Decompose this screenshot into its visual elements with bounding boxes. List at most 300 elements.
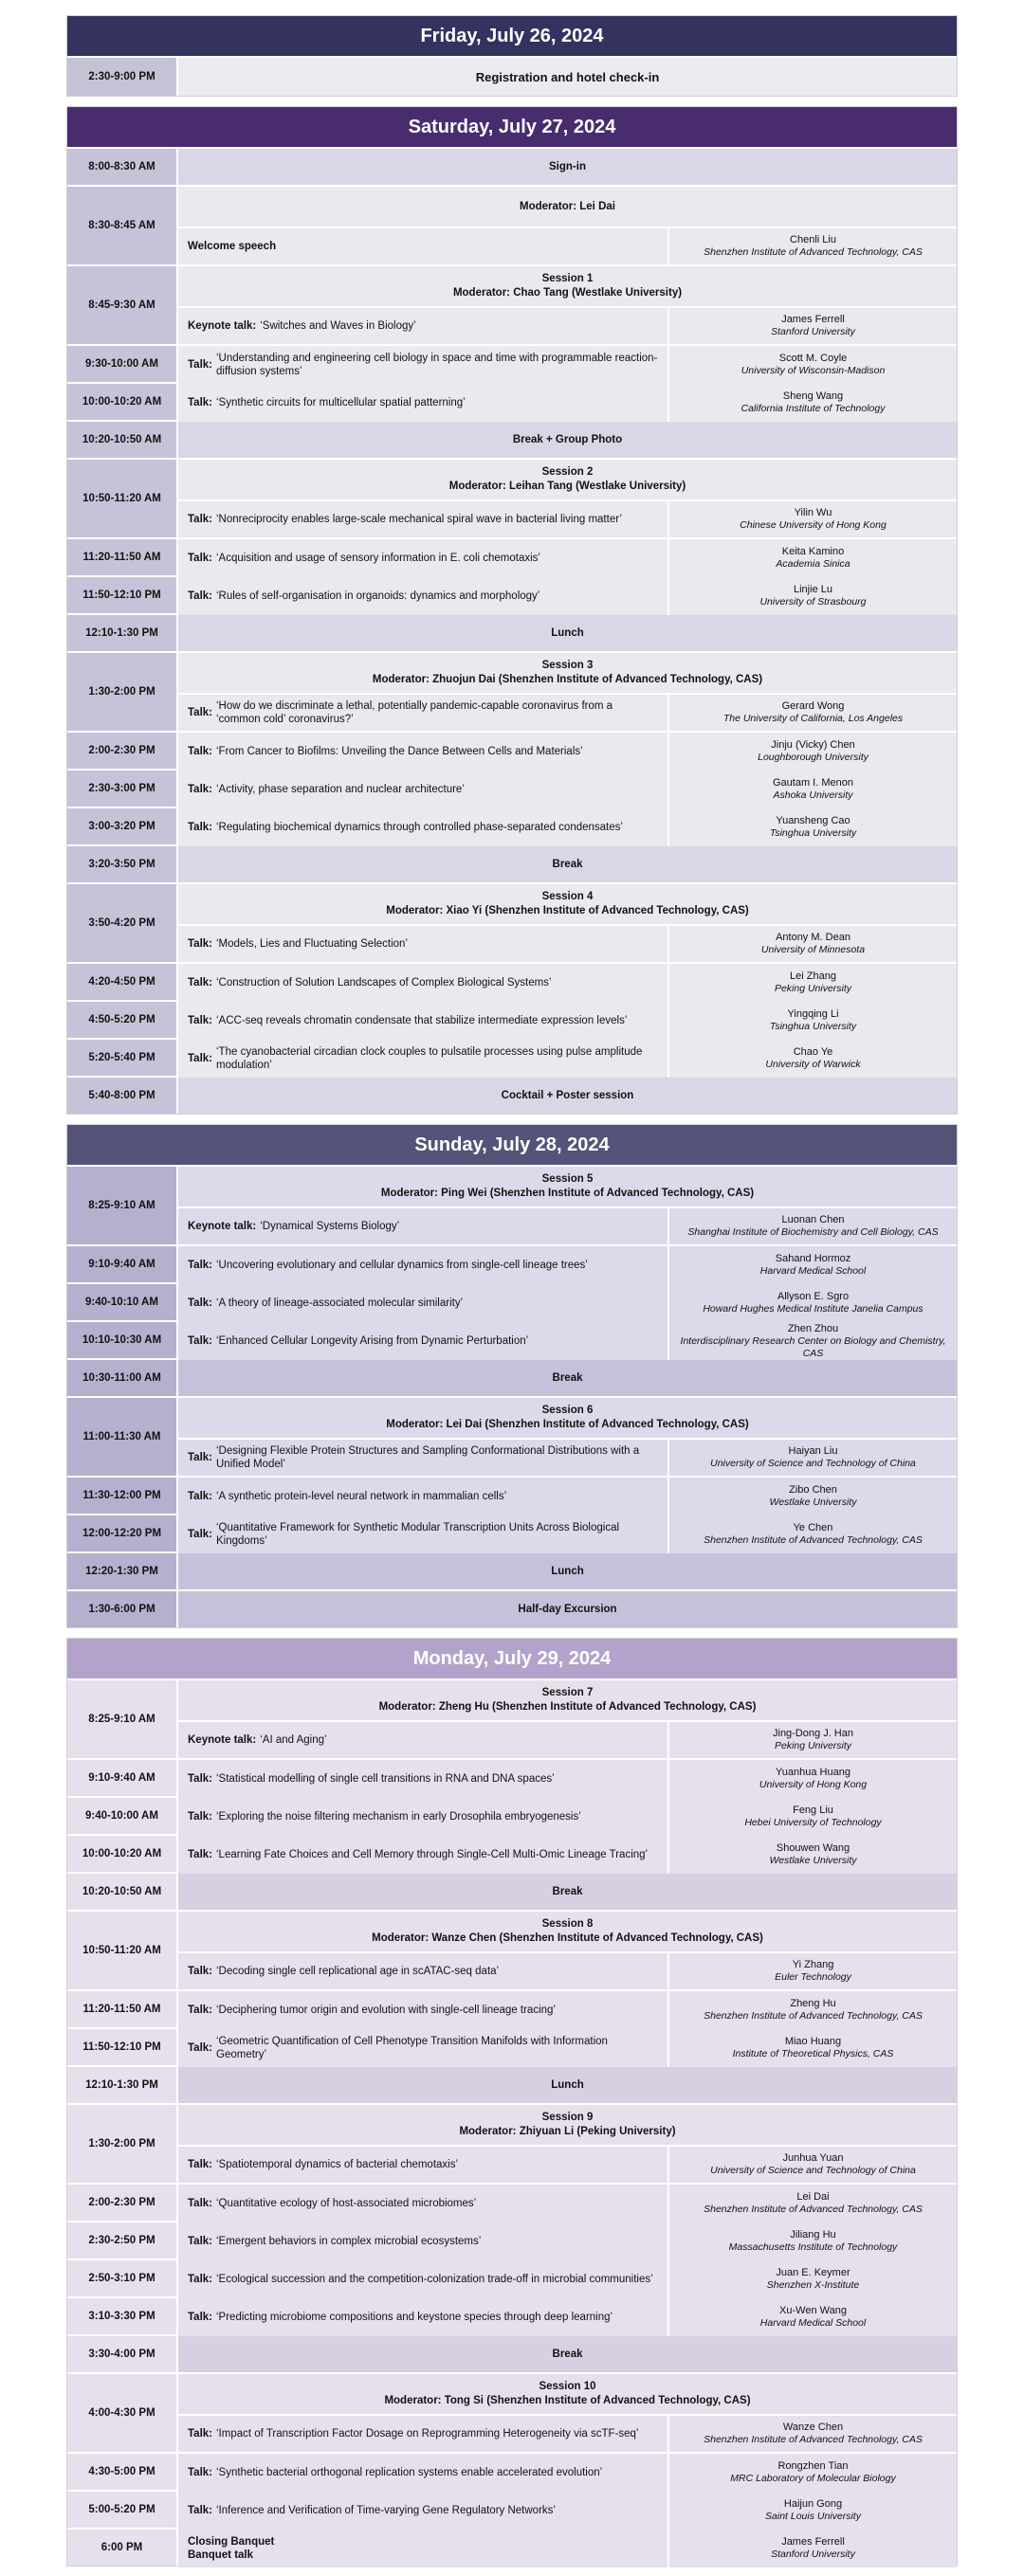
talk-row <box>178 924 957 962</box>
break-label <box>178 1078 957 1114</box>
schedule-row <box>67 2296 957 2334</box>
speaker-affiliation: University of Wisconsin-Madison <box>741 365 886 376</box>
schedule-row <box>67 1038 957 1076</box>
schedule-row <box>67 2221 957 2259</box>
talk-text <box>178 308 667 344</box>
content-cell <box>176 1912 957 1989</box>
content-cell <box>176 1040 957 1076</box>
break-label <box>178 2067 957 2103</box>
time-cell: 3:30-4:00 PM <box>67 2336 176 2372</box>
talk-title: ‘Learning Fate Choices and Cell Memory through Single-Cell Multi-Omic Lineage Tracing’ <box>216 1849 649 1860</box>
content-cell <box>176 2185 957 2221</box>
time-cell: 8:25-9:10 AM <box>67 1167 176 1244</box>
talk-text <box>178 1836 667 1874</box>
break-label-text: Break + Group Photo <box>512 433 623 445</box>
speaker-affiliation: The University of California, Los Angeles <box>722 713 904 724</box>
talk-row <box>178 1760 957 1798</box>
talk-title: ‘Synthetic circuits for multicellular spatial patterning’ <box>216 397 466 408</box>
break-label <box>178 1360 957 1396</box>
speaker-affiliation: Shenzhen Institute of Advanced Technology, CAS <box>704 2434 923 2445</box>
speaker-affiliation: Shenzhen Institute of Advanced Technology, CAS <box>704 2010 923 2022</box>
content-cell <box>176 2374 957 2452</box>
schedule-row <box>67 731 957 769</box>
speaker-affiliation: Euler Technology <box>775 1971 851 1983</box>
schedule-row <box>67 807 957 844</box>
content-cell <box>176 846 957 882</box>
talk-label: Talk: <box>188 822 212 833</box>
schedule-row <box>67 56 957 96</box>
speaker-name: Zhen Zhou <box>787 1322 839 1334</box>
session-moderator: Moderator: Leihan Tang (Westlake University) <box>448 481 686 492</box>
talk-row <box>178 2029 957 2067</box>
session-title: Session 1 <box>541 273 594 284</box>
talk-text <box>178 1760 667 1798</box>
talk-label: Talk: <box>188 514 212 525</box>
time-cell: 2:30-9:00 PM <box>67 58 176 96</box>
schedule-row <box>67 1396 957 1476</box>
talk-text <box>178 1953 667 1989</box>
speaker-cell <box>667 964 957 1002</box>
time-cell: 2:50-3:10 PM <box>67 2260 176 2296</box>
schedule-row <box>67 1076 957 1114</box>
speaker-name: Jinju (Vicky) Chen <box>771 739 855 751</box>
talk-label: Talk: <box>188 1491 212 1502</box>
schedule-row <box>67 882 957 962</box>
time-cell: 12:20-1:30 PM <box>67 1553 176 1589</box>
speaker-name: Ye Chen <box>793 1522 833 1533</box>
speaker-name: Gerard Wong <box>781 700 845 712</box>
schedule-row <box>67 1910 957 1989</box>
speaker-name: James Ferrell <box>781 2536 845 2548</box>
session-moderator: Moderator: Wanze Chen (Shenzhen Institute of Advanced Technology, CAS) <box>372 1932 763 1944</box>
talk-title: ‘Synthetic bacterial orthogonal replication systems enable accelerated evolution’ <box>216 2467 603 2478</box>
schedule-row <box>67 1834 957 1872</box>
talk-text <box>178 1440 667 1476</box>
speaker-cell <box>667 2530 957 2567</box>
content-cell <box>176 1002 957 1038</box>
content-cell <box>176 733 957 769</box>
talk-label: Keynote talk: <box>188 320 257 332</box>
content-cell <box>176 2492 957 2528</box>
session-moderator: Moderator: Ping Wei (Shenzhen Institute of Advanced Technology, CAS) <box>380 1188 755 1199</box>
talk-title: ‘A synthetic protein-level neural network in mammalian cells’ <box>216 1491 507 1502</box>
time-cell: 10:00-10:20 AM <box>67 1836 176 1872</box>
speaker-affiliation: Loughborough University <box>758 752 869 763</box>
talk-row <box>178 2492 957 2530</box>
break-label <box>178 1553 957 1589</box>
speaker-affiliation: Academia Sinica <box>776 558 850 570</box>
talk-title: ‘Uncovering evolutionary and cellular dynamics from single-cell lineage trees’ <box>216 1260 588 1271</box>
talk-row <box>178 1284 957 1322</box>
talk-title: ‘Exploring the noise filtering mechanism in early Drosophila embryogenesis’ <box>216 1811 581 1823</box>
speaker-cell <box>667 2298 957 2336</box>
session-title: Session 5 <box>541 1173 594 1185</box>
speaker-name: Miao Huang <box>784 2036 842 2047</box>
session-header <box>178 58 957 96</box>
schedule-row <box>67 1165 957 1244</box>
talk-row <box>178 1438 957 1476</box>
talk-text <box>178 733 667 771</box>
talk-label: Talk: <box>188 2005 212 2016</box>
speaker-cell <box>667 228 957 264</box>
talk-title: ‘Regulating biochemical dynamics through controlled phase-separated condensates’ <box>216 822 623 833</box>
time-cell: 3:50-4:20 PM <box>67 884 176 962</box>
schedule-row <box>67 844 957 882</box>
talk-label: Talk: <box>188 2274 212 2285</box>
content-cell <box>176 346 957 382</box>
talk-text <box>178 808 667 846</box>
speaker-affiliation: Tsinghua University <box>769 827 857 839</box>
content-cell <box>176 2260 957 2296</box>
speaker-cell <box>667 346 957 384</box>
time-cell: 4:20-4:50 PM <box>67 964 176 1000</box>
session-header <box>178 2374 957 2414</box>
talk-row <box>178 1478 957 1515</box>
talk-text <box>178 2416 667 2452</box>
talk-row <box>178 2414 957 2452</box>
talk-title: ‘Nonreciprocity enables large-scale mechanical spiral wave in bacterial living matter’ <box>216 514 623 525</box>
time-cell: 4:30-5:00 PM <box>67 2454 176 2490</box>
speaker-name: Rongzhen Tian <box>777 2460 849 2472</box>
time-cell: 9:30-10:00 AM <box>67 346 176 382</box>
speaker-affiliation: MRC Laboratory of Molecular Biology <box>730 2473 896 2484</box>
talk-row <box>178 2298 957 2336</box>
content-cell <box>176 1991 957 2027</box>
content-cell <box>176 1680 957 1758</box>
talk-title: ‘Models, Lies and Fluctuating Selection’ <box>216 938 409 950</box>
speaker-cell <box>667 1760 957 1798</box>
speaker-cell <box>667 2147 957 2183</box>
speaker-affiliation: Shanghai Institute of Biochemistry and Cell Biology, CAS <box>687 1226 939 1238</box>
content-cell <box>176 808 957 844</box>
session-moderator: Moderator: Zhiyuan Li (Peking University) <box>459 2126 676 2137</box>
speaker-cell <box>667 1515 957 1553</box>
speaker-cell <box>667 2222 957 2260</box>
speaker-name: Yingqing Li <box>787 1008 839 1020</box>
session-header <box>178 2105 957 2145</box>
time-cell: 1:30-2:00 PM <box>67 653 176 731</box>
speaker-name: Yuanhua Huang <box>776 1767 850 1778</box>
talk-row <box>178 577 957 615</box>
talk-title: ‘Statistical modelling of single cell transitions in RNA and DNA spaces’ <box>216 1773 555 1785</box>
talk-title: ‘Quantitative Framework for Synthetic Modular Transcription Units Across Biological Kingdoms’ <box>216 1522 620 1547</box>
day-header: Sunday, July 28, 2024 <box>67 1125 957 1165</box>
talk-title: ‘Impact of Transcription Factor Dosage on Reprogramming Heterogeneity via scTF-seq’ <box>216 2428 639 2440</box>
speaker-name: Haijun Gong <box>783 2498 843 2510</box>
talk-label: Talk: <box>188 1966 212 1977</box>
session-title: Session 10 <box>539 2381 596 2392</box>
talk-text <box>178 1002 667 1040</box>
speaker-affiliation: University of Strasbourg <box>759 596 867 608</box>
talk-label: Talk: <box>188 397 212 408</box>
schedule-row <box>67 2027 957 2065</box>
time-cell: 11:20-11:50 AM <box>67 539 176 575</box>
talk-title: ‘Spatiotemporal dynamics of bacterial chemotaxis’ <box>216 2159 459 2170</box>
talk-text <box>178 1722 667 1758</box>
talk-row <box>178 733 957 771</box>
talk-label: Talk: <box>188 1015 212 1026</box>
content-cell <box>176 1284 957 1320</box>
speaker-affiliation: Saint Louis University <box>765 2511 861 2522</box>
speaker-affiliation: Shenzhen Institute of Advanced Technology, CAS <box>704 2204 923 2215</box>
speaker-name: Zibo Chen <box>789 1484 837 1496</box>
day-header: Friday, July 26, 2024 <box>67 16 957 56</box>
content-cell <box>176 1515 957 1551</box>
talk-title: ‘Inference and Verification of Time-varying Gene Regulatory Networks’ <box>216 2505 556 2516</box>
talk-label: Talk: <box>188 1260 212 1271</box>
speaker-affiliation: Ashoka University <box>773 789 853 801</box>
break-label-text: Cocktail + Poster session <box>501 1089 634 1101</box>
session-title: Session 6 <box>541 1405 594 1416</box>
speaker-affiliation: Tsinghua University <box>769 1021 857 1032</box>
speaker-name: James Ferrell <box>781 314 845 325</box>
talk-label: Talk: <box>188 2505 212 2516</box>
talk-label: Talk: <box>188 1529 212 1540</box>
speaker-cell <box>667 1991 957 2029</box>
break-label <box>178 1874 957 1910</box>
talk-row <box>178 771 957 808</box>
schedule-row <box>67 2103 957 2183</box>
talk-row <box>178 1246 957 1284</box>
speaker-cell <box>667 808 957 846</box>
talk-label: Talk: <box>188 359 212 371</box>
speaker-cell <box>667 1246 957 1284</box>
talk-text <box>178 2298 667 2336</box>
talk-title: ‘Geometric Quantification of Cell Phenotype Transition Manifolds with Information Geometry’ <box>216 2036 608 2060</box>
speaker-cell <box>667 2260 957 2298</box>
speaker-affiliation: University of Science and Technology of China <box>710 2165 916 2176</box>
content-cell <box>176 1798 957 1834</box>
content-cell <box>176 615 957 651</box>
schedule-row <box>67 264 957 344</box>
session-moderator: Moderator: Chao Tang (Westlake University) <box>452 287 683 299</box>
speaker-cell <box>667 2416 957 2452</box>
talk-text <box>178 1798 667 1836</box>
time-cell: 2:30-3:00 PM <box>67 771 176 807</box>
speaker-name: Feng Liu <box>793 1805 833 1816</box>
talk-text <box>178 2147 667 2183</box>
talk-label: Talk: <box>188 1335 212 1347</box>
speaker-cell <box>667 1836 957 1874</box>
talk-title: ‘Rules of self-organisation in organoids: dynamics and morphology’ <box>216 590 540 602</box>
speaker-affiliation: University of Science and Technology of China <box>710 1458 916 1469</box>
talk-row <box>178 693 957 731</box>
talk-text <box>178 1208 667 1244</box>
time-cell: 5:00-5:20 PM <box>67 2492 176 2528</box>
speaker-name: Scott M. Coyle <box>778 353 848 364</box>
break-label-text: Lunch <box>551 626 584 639</box>
talk-row <box>178 964 957 1002</box>
speaker-cell <box>667 384 957 422</box>
session-title: Session 8 <box>541 1918 594 1930</box>
session-header <box>178 1167 957 1206</box>
session-moderator: Moderator: Lei Dai (Shenzhen Institute of Advanced Technology, CAS) <box>386 1419 749 1430</box>
session-moderator: Moderator: Tong Si (Shenzhen Institute of Advanced Technology, CAS) <box>384 2395 751 2406</box>
session-title: Session 3 <box>541 660 594 671</box>
talk-label: Talk: <box>188 2428 212 2440</box>
speaker-name: Chenli Liu <box>790 234 836 245</box>
schedule-row <box>67 575 957 613</box>
session-header <box>178 460 957 499</box>
schedule-row <box>67 2490 957 2528</box>
talk-text <box>178 2530 667 2567</box>
time-cell: 12:10-1:30 PM <box>67 2067 176 2103</box>
speaker-name: Chao Ye <box>793 1046 833 1058</box>
talk-label: Talk: <box>188 1053 212 1064</box>
content-cell <box>176 384 957 420</box>
content-cell <box>176 149 957 185</box>
session-header <box>178 653 957 693</box>
content-cell <box>176 1360 957 1396</box>
speaker-cell <box>667 926 957 962</box>
talk-title: ‘Enhanced Cellular Longevity Arising from Dynamic Perturbation’ <box>216 1335 529 1347</box>
talk-title: ‘AI and Aging’ <box>260 1734 327 1746</box>
time-cell: 8:45-9:30 AM <box>67 266 176 344</box>
schedule-row <box>67 962 957 1000</box>
talk-text <box>178 1515 667 1553</box>
time-cell: 9:40-10:00 AM <box>67 1798 176 1834</box>
talk-title: ‘A theory of lineage-associated molecular similarity’ <box>216 1297 464 1309</box>
speaker-name: Yuansheng Cao <box>776 815 850 826</box>
talk-label: Talk: <box>188 784 212 795</box>
talk-title: ‘The cyanobacterial circadian clock couples to pulsatile processes using pulse amplitude modulation’ <box>216 1046 643 1071</box>
day-block-fri <box>66 15 958 97</box>
talk-row <box>178 499 957 537</box>
content-cell <box>176 2454 957 2490</box>
speaker-cell <box>667 1284 957 1322</box>
break-label <box>178 615 957 651</box>
talk-row <box>178 1040 957 1078</box>
talk-text <box>178 2185 667 2222</box>
talk-label: Talk: <box>188 1811 212 1823</box>
break-label-text: Lunch <box>551 1565 584 1577</box>
speaker-name: Allyson E. Sgro <box>777 1291 850 1302</box>
speaker-name: Sahand Hormoz <box>775 1253 851 1264</box>
talk-title: ‘Switches and Waves in Biology’ <box>260 320 416 332</box>
talk-title: ‘ACC-seq reveals chromatin condensate that stabilize intermediate expression levels’ <box>216 1015 628 1026</box>
content-cell <box>176 884 957 962</box>
talk-text <box>178 384 667 422</box>
schedule-row <box>67 613 957 651</box>
break-label-text: Break <box>552 1371 583 1384</box>
talk-label: Keynote talk: <box>188 1221 257 1232</box>
content-cell <box>176 187 957 264</box>
speaker-name: Jiliang Hu <box>790 2229 836 2240</box>
speaker-name: Gautam I. Menon <box>773 777 853 789</box>
speaker-cell <box>667 733 957 771</box>
schedule-row <box>67 420 957 458</box>
content-cell <box>176 1398 957 1476</box>
schedule-row <box>67 769 957 807</box>
speaker-cell <box>667 1440 957 1476</box>
session-title: Session 4 <box>541 891 594 902</box>
talk-row <box>178 384 957 422</box>
talk-text <box>178 964 667 1002</box>
talk-label: Welcome speech <box>188 241 277 252</box>
conference-schedule <box>66 15 958 2576</box>
speaker-cell <box>667 695 957 731</box>
content-cell <box>176 653 957 731</box>
speaker-name: Zheng Hu <box>790 1998 836 2009</box>
time-cell: 10:20-10:50 AM <box>67 1874 176 1910</box>
schedule-row <box>67 1872 957 1910</box>
break-label-text: Break <box>552 858 583 870</box>
speaker-affiliation: University of Minnesota <box>760 944 866 955</box>
break-label <box>178 846 957 882</box>
speaker-affiliation: Shenzhen Institute of Advanced Technology, CAS <box>704 246 923 258</box>
session-title: Session 2 <box>541 466 594 478</box>
day-header: Saturday, July 27, 2024 <box>67 107 957 147</box>
time-cell: 11:20-11:50 AM <box>67 1991 176 2027</box>
talk-text <box>178 1478 667 1515</box>
speaker-name: Lei Zhang <box>790 971 836 982</box>
schedule-row <box>67 185 957 264</box>
schedule-row <box>67 1589 957 1627</box>
time-cell: 11:50-12:10 PM <box>67 577 176 613</box>
talk-title: ‘How do we discriminate a lethal, potentially pandemic-capable coronavirus from a ‘common cold’ coronavirus?’ <box>216 700 613 725</box>
break-label <box>178 422 957 458</box>
time-cell: 5:20-5:40 PM <box>67 1040 176 1076</box>
talk-text <box>178 2029 667 2067</box>
talk-text <box>178 1991 667 2029</box>
speaker-cell <box>667 1040 957 1078</box>
time-cell: 4:00-4:30 PM <box>67 2374 176 2452</box>
schedule-row <box>67 344 957 382</box>
talk-title: ‘Activity, phase separation and nuclear architecture’ <box>216 784 465 795</box>
speaker-affiliation: California Institute of Technology <box>741 403 886 414</box>
schedule-row <box>67 1358 957 1396</box>
time-cell: 10:50-11:20 AM <box>67 1912 176 1989</box>
talk-row <box>178 2530 957 2567</box>
speaker-affiliation: Westlake University <box>769 1497 857 1508</box>
session-header <box>178 187 957 227</box>
speaker-affiliation: Harvard Medical School <box>759 1265 867 1277</box>
schedule-row <box>67 1244 957 1282</box>
break-label <box>178 149 957 185</box>
time-cell: 11:50-12:10 PM <box>67 2029 176 2065</box>
time-cell: 4:50-5:20 PM <box>67 1002 176 1038</box>
talk-label: Talk: <box>188 1849 212 1860</box>
content-cell <box>176 2067 957 2103</box>
schedule-row <box>67 458 957 537</box>
talk-row <box>178 2145 957 2183</box>
talk-text <box>178 2260 667 2298</box>
talk-text <box>178 577 667 615</box>
speaker-affiliation: Peking University <box>774 983 852 994</box>
speaker-name: Wanze Chen <box>782 2422 844 2433</box>
day-block-mon <box>66 1638 958 2567</box>
schedule-row <box>67 1758 957 1796</box>
content-cell <box>176 1167 957 1244</box>
talk-title: ‘Predicting microbiome compositions and keystone species through deep learning’ <box>216 2312 613 2323</box>
talk-text <box>178 228 667 264</box>
speaker-affiliation: Stanford University <box>771 2549 855 2560</box>
speaker-affiliation: University of Warwick <box>765 1059 861 1070</box>
talk-text <box>178 2454 667 2492</box>
break-label-text: Half-day Excursion <box>518 1603 617 1615</box>
schedule-row <box>67 1000 957 1038</box>
speaker-affiliation: Chinese University of Hong Kong <box>740 519 887 531</box>
talk-row <box>178 539 957 577</box>
talk-label: Talk: <box>188 2042 212 2054</box>
content-cell <box>176 1246 957 1282</box>
schedule-row <box>67 2452 957 2490</box>
time-cell: 10:20-10:50 AM <box>67 422 176 458</box>
schedule-row <box>67 1282 957 1320</box>
schedule-row <box>67 1989 957 2027</box>
time-cell: 2:00-2:30 PM <box>67 2185 176 2221</box>
session-header <box>178 1912 957 1951</box>
